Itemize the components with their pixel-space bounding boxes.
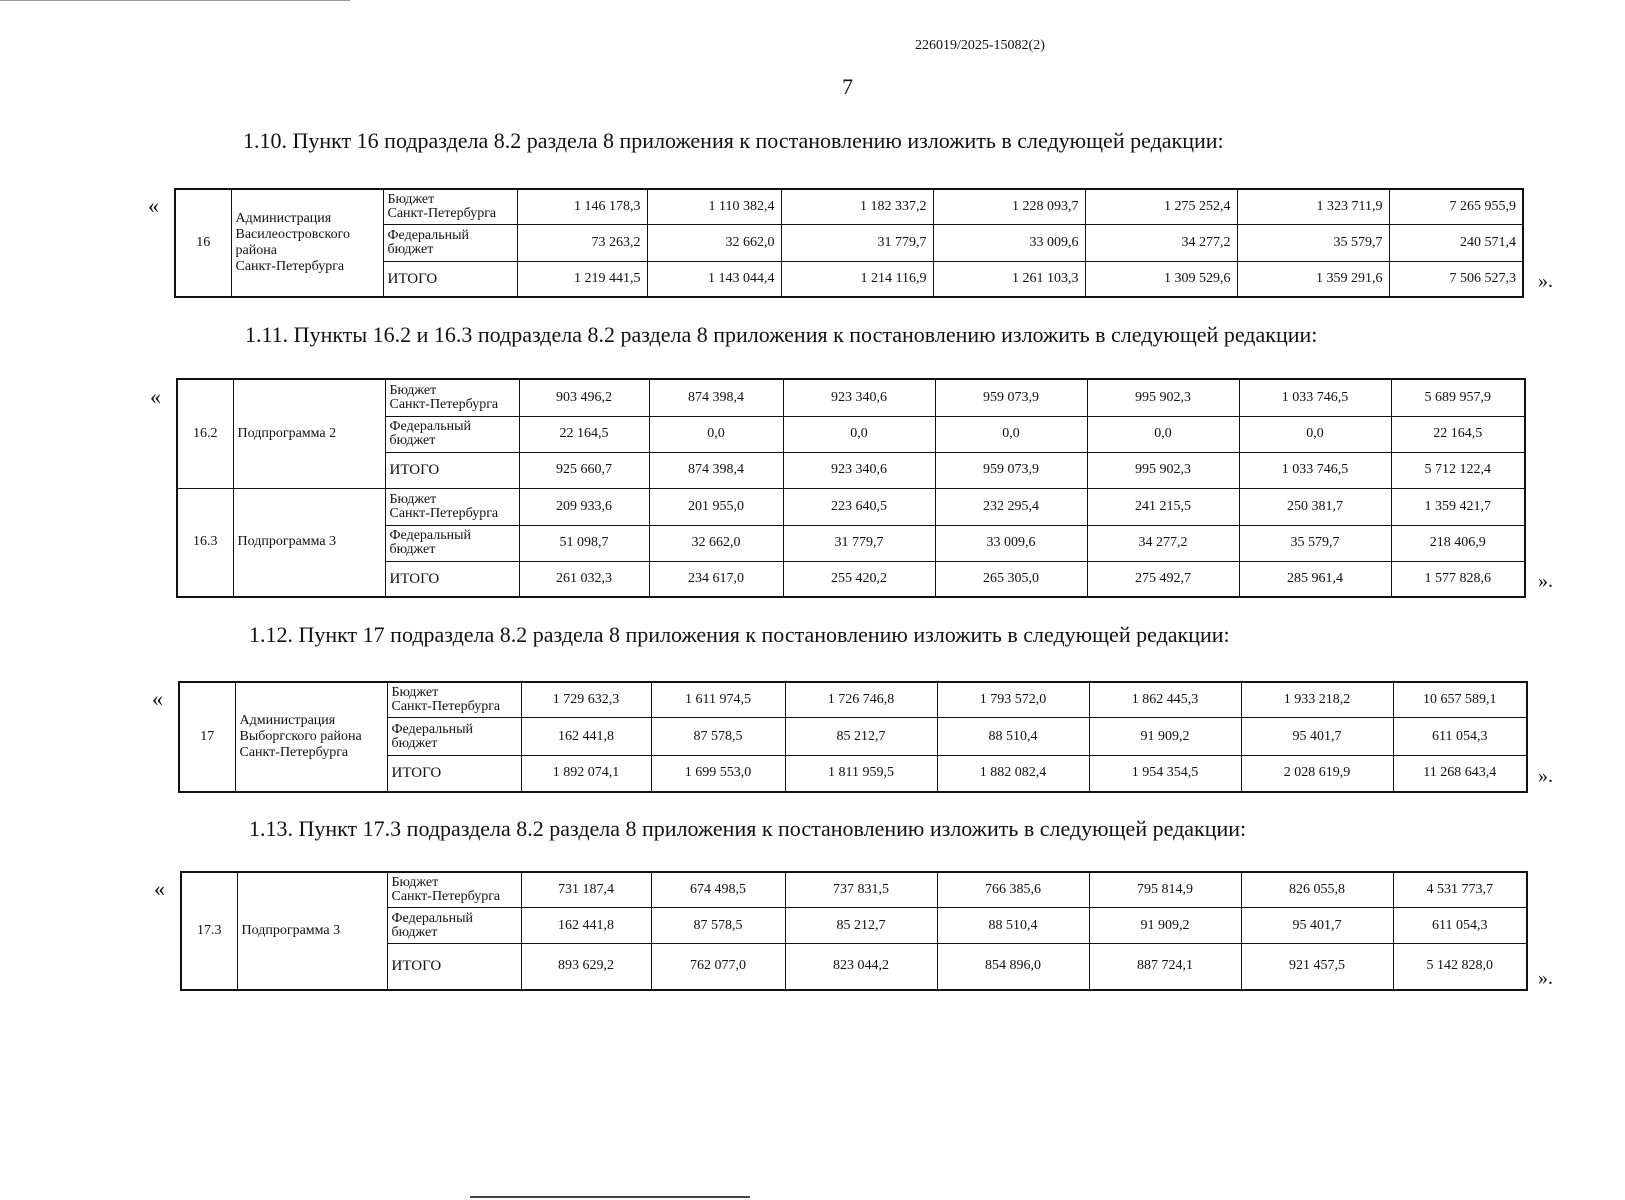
total-label xyxy=(387,944,521,990)
organization-line: района xyxy=(235,243,277,258)
amount-cell: 1 882 082,4 xyxy=(937,756,1089,792)
amount-cell: 241 215,5 xyxy=(1087,488,1239,525)
organization-line: Василеостровского xyxy=(235,227,351,242)
amount-cell: 234 617,0 xyxy=(649,561,783,597)
amount-cell: 275 492,7 xyxy=(1087,561,1239,597)
total-label xyxy=(383,262,517,298)
organization-cell xyxy=(235,682,387,792)
amount-cell: 766 385,6 xyxy=(937,872,1089,908)
amount-cell: 265 305,0 xyxy=(935,561,1087,597)
amount-cell: 1 892 074,1 xyxy=(521,756,651,792)
funding-source xyxy=(385,379,519,416)
amount-cell: 1 275 252,4 xyxy=(1085,189,1237,225)
amount-cell: 0,0 xyxy=(649,416,783,452)
funding-source-line: Бюджет xyxy=(389,382,437,398)
section-heading: 1.11. Пункты 16.2 и 16.3 подраздела 8.2 раздела 8 приложения к постановлению изложить в следующей редакции: xyxy=(245,322,1318,347)
funding-source-line: Бюджет xyxy=(389,491,437,507)
amount-cell: 22 164,5 xyxy=(519,416,649,452)
amount-cell: 0,0 xyxy=(1239,416,1391,452)
amount-cell: 874 398,4 xyxy=(649,452,783,488)
budget-table xyxy=(180,871,1528,991)
funding-source-line: бюджет xyxy=(391,924,438,940)
amount-cell: 1 729 632,3 xyxy=(521,682,651,718)
amount-cell: 261 032,3 xyxy=(519,561,649,597)
amount-cell: 11 268 643,4 xyxy=(1393,756,1527,792)
closing-quote: ». xyxy=(1538,570,1553,592)
amount-cell: 34 277,2 xyxy=(1087,525,1239,561)
amount-cell: 959 073,9 xyxy=(935,379,1087,416)
amount-cell: 10 657 589,1 xyxy=(1393,682,1527,718)
section-heading: 1.12. Пункт 17 подраздела 8.2 раздела 8 приложения к постановлению изложить в следующей редакции: xyxy=(249,622,1230,647)
table-row xyxy=(177,379,1525,416)
funding-source xyxy=(387,908,521,944)
item-number: 16.2 xyxy=(177,379,233,488)
funding-source-line: Федеральный xyxy=(389,419,472,434)
amount-cell: 887 724,1 xyxy=(1089,944,1241,990)
amount-cell: 35 579,7 xyxy=(1237,225,1389,262)
amount-cell: 995 902,3 xyxy=(1087,379,1239,416)
organization-line: Администрация xyxy=(235,211,332,226)
amount-cell: 874 398,4 xyxy=(649,379,783,416)
total-label xyxy=(387,756,521,792)
amount-cell: 731 187,4 xyxy=(521,872,651,908)
amount-cell: 33 009,6 xyxy=(935,525,1087,561)
organization-line: Подпрограмма 3 xyxy=(241,922,341,938)
amount-cell: 1 214 116,9 xyxy=(781,262,933,298)
amount-cell: 893 629,2 xyxy=(521,944,651,990)
amount-cell: 0,0 xyxy=(783,416,935,452)
organization-line: Подпрограмма 2 xyxy=(237,425,337,441)
organization-cell xyxy=(233,488,385,597)
amount-cell: 1 182 337,2 xyxy=(781,189,933,225)
closing-quote: ». xyxy=(1538,967,1553,989)
amount-cell: 1 143 044,4 xyxy=(647,262,781,298)
amount-cell: 91 909,2 xyxy=(1089,908,1241,944)
total-label xyxy=(385,561,519,597)
amount-cell: 1 933 218,2 xyxy=(1241,682,1393,718)
amount-cell: 35 579,7 xyxy=(1239,525,1391,561)
opening-quote: « xyxy=(150,384,161,409)
amount-cell: 1 726 746,8 xyxy=(785,682,937,718)
closing-quote: ». xyxy=(1538,765,1553,787)
amount-cell: 22 164,5 xyxy=(1391,416,1525,452)
amount-cell: 1 261 103,3 xyxy=(933,262,1085,298)
opening-quote: « xyxy=(152,686,163,711)
amount-cell: 34 277,2 xyxy=(1085,225,1237,262)
amount-cell: 795 814,9 xyxy=(1089,872,1241,908)
amount-cell: 1 811 959,5 xyxy=(785,756,937,792)
funding-source-line: Бюджет xyxy=(387,192,435,207)
amount-cell: 232 295,4 xyxy=(935,488,1087,525)
budget-table xyxy=(174,188,1524,298)
budget-table xyxy=(176,378,1526,598)
amount-cell: 762 077,0 xyxy=(651,944,785,990)
section-heading: 1.10. Пункт 16 подраздела 8.2 раздела 8 приложения к постановлению изложить в следующей редакции: xyxy=(243,128,1224,153)
amount-cell: 923 340,6 xyxy=(783,379,935,416)
amount-cell: 1 793 572,0 xyxy=(937,682,1089,718)
organization-cell xyxy=(237,872,387,990)
opening-quote: « xyxy=(148,193,159,218)
amount-cell: 1 954 354,5 xyxy=(1089,756,1241,792)
funding-source xyxy=(385,525,519,561)
funding-source-line: ИТОГО xyxy=(391,765,442,782)
amount-cell: 95 401,7 xyxy=(1241,718,1393,756)
amount-cell: 73 263,2 xyxy=(517,225,647,262)
amount-cell: 1 228 093,7 xyxy=(933,189,1085,225)
table-row xyxy=(181,872,1527,908)
amount-cell: 0,0 xyxy=(935,416,1087,452)
amount-cell: 1 033 746,5 xyxy=(1239,379,1391,416)
item-number: 16.3 xyxy=(177,488,233,597)
amount-cell: 7 265 955,9 xyxy=(1389,189,1523,225)
document-number: 226019/2025-15082(2) xyxy=(915,38,1045,53)
amount-cell: 209 933,6 xyxy=(519,488,649,525)
amount-cell: 674 498,5 xyxy=(651,872,785,908)
amount-cell: 823 044,2 xyxy=(785,944,937,990)
amount-cell: 1 323 711,9 xyxy=(1237,189,1389,225)
amount-cell: 32 662,0 xyxy=(649,525,783,561)
funding-source xyxy=(385,416,519,452)
amount-cell: 31 779,7 xyxy=(783,525,935,561)
total-label xyxy=(385,452,519,488)
amount-cell: 959 073,9 xyxy=(935,452,1087,488)
funding-source-line: ИТОГО xyxy=(391,958,442,975)
amount-cell: 7 506 527,3 xyxy=(1389,262,1523,298)
item-number: 17 xyxy=(179,682,235,792)
amount-cell: 95 401,7 xyxy=(1241,908,1393,944)
funding-source-line: Санкт-Петербурга xyxy=(389,396,499,412)
amount-cell: 223 640,5 xyxy=(783,488,935,525)
amount-cell: 1 699 553,0 xyxy=(651,756,785,792)
funding-source-line: Бюджет xyxy=(391,685,439,700)
amount-cell: 1 862 445,3 xyxy=(1089,682,1241,718)
funding-source-line: Федеральный xyxy=(387,228,470,243)
amount-cell: 201 955,0 xyxy=(649,488,783,525)
amount-cell: 285 961,4 xyxy=(1239,561,1391,597)
amount-cell: 51 098,7 xyxy=(519,525,649,561)
funding-source-line: Санкт-Петербурга xyxy=(391,699,501,714)
amount-cell: 5 689 957,9 xyxy=(1391,379,1525,416)
amount-cell: 611 054,3 xyxy=(1393,908,1527,944)
organization-line: Подпрограмма 3 xyxy=(237,534,337,550)
funding-source-line: Федеральный xyxy=(391,910,474,926)
closing-quote: ». xyxy=(1538,270,1553,292)
amount-cell: 88 510,4 xyxy=(937,908,1089,944)
amount-cell: 1 359 421,7 xyxy=(1391,488,1525,525)
funding-source-line: ИТОГО xyxy=(389,462,440,478)
amount-cell: 4 531 773,7 xyxy=(1393,872,1527,908)
amount-cell: 85 212,7 xyxy=(785,718,937,756)
amount-cell: 1 611 974,5 xyxy=(651,682,785,718)
amount-cell: 31 779,7 xyxy=(781,225,933,262)
funding-source xyxy=(383,189,517,225)
opening-quote: « xyxy=(154,876,165,901)
funding-source-line: ИТОГО xyxy=(387,271,438,287)
amount-cell: 1 577 828,6 xyxy=(1391,561,1525,597)
amount-cell: 903 496,2 xyxy=(519,379,649,416)
amount-cell: 218 406,9 xyxy=(1391,525,1525,561)
organization-line: Санкт-Петербурга xyxy=(235,259,345,274)
amount-cell: 923 340,6 xyxy=(783,452,935,488)
amount-cell: 87 578,5 xyxy=(651,718,785,756)
amount-cell: 1 359 291,6 xyxy=(1237,262,1389,298)
amount-cell: 854 896,0 xyxy=(937,944,1089,990)
organization-line: Выборгского района xyxy=(239,728,362,744)
amount-cell: 255 420,2 xyxy=(783,561,935,597)
amount-cell: 1 309 529,6 xyxy=(1085,262,1237,298)
funding-source xyxy=(387,872,521,908)
amount-cell: 1 219 441,5 xyxy=(517,262,647,298)
amount-cell: 5 712 122,4 xyxy=(1391,452,1525,488)
funding-source-line: Федеральный xyxy=(389,528,472,543)
amount-cell: 87 578,5 xyxy=(651,908,785,944)
item-number: 17.3 xyxy=(181,872,237,990)
amount-cell: 1 033 746,5 xyxy=(1239,452,1391,488)
amount-cell: 33 009,6 xyxy=(933,225,1085,262)
amount-cell: 91 909,2 xyxy=(1089,718,1241,756)
funding-source-line: Санкт-Петербурга xyxy=(391,889,501,904)
funding-source-line: бюджет xyxy=(389,542,436,557)
amount-cell: 0,0 xyxy=(1087,416,1239,452)
amount-cell: 5 142 828,0 xyxy=(1393,944,1527,990)
organization-line: Администрация xyxy=(239,712,336,728)
amount-cell: 737 831,5 xyxy=(785,872,937,908)
amount-cell: 921 457,5 xyxy=(1241,944,1393,990)
amount-cell: 240 571,4 xyxy=(1389,225,1523,262)
top-edge-rule xyxy=(0,0,350,1)
page-number: 7 xyxy=(842,74,853,99)
amount-cell: 995 902,3 xyxy=(1087,452,1239,488)
bottom-edge-rule xyxy=(470,1196,750,1198)
funding-source xyxy=(387,718,521,756)
amount-cell: 88 510,4 xyxy=(937,718,1089,756)
table-row xyxy=(177,488,1525,525)
organization-cell xyxy=(233,379,385,488)
funding-source-line: бюджет xyxy=(387,242,434,257)
budget-table xyxy=(178,681,1528,793)
section-heading: 1.13. Пункт 17.3 подраздела 8.2 раздела 8 приложения к постановлению изложить в следующей редакции: xyxy=(249,816,1247,841)
amount-cell: 925 660,7 xyxy=(519,452,649,488)
organization-cell xyxy=(231,189,383,297)
funding-source-line: бюджет xyxy=(391,735,438,751)
amount-cell: 1 110 382,4 xyxy=(647,189,781,225)
funding-source-line: Бюджет xyxy=(391,875,439,890)
amount-cell: 162 441,8 xyxy=(521,718,651,756)
funding-source-line: Федеральный xyxy=(391,721,474,737)
item-number: 16 xyxy=(175,189,231,297)
amount-cell: 85 212,7 xyxy=(785,908,937,944)
funding-source-line: Санкт-Петербурга xyxy=(389,505,499,521)
table-row xyxy=(179,682,1527,718)
amount-cell: 162 441,8 xyxy=(521,908,651,944)
funding-source-line: ИТОГО xyxy=(389,570,440,587)
funding-source xyxy=(385,488,519,525)
amount-cell: 1 146 178,3 xyxy=(517,189,647,225)
table-row xyxy=(175,189,1523,225)
funding-source-line: бюджет xyxy=(389,433,436,448)
organization-line: Санкт-Петербурга xyxy=(239,744,349,760)
amount-cell: 32 662,0 xyxy=(647,225,781,262)
funding-source xyxy=(387,682,521,718)
amount-cell: 2 028 619,9 xyxy=(1241,756,1393,792)
amount-cell: 250 381,7 xyxy=(1239,488,1391,525)
amount-cell: 611 054,3 xyxy=(1393,718,1527,756)
amount-cell: 826 055,8 xyxy=(1241,872,1393,908)
funding-source xyxy=(383,225,517,262)
funding-source-line: Санкт-Петербурга xyxy=(387,206,497,221)
